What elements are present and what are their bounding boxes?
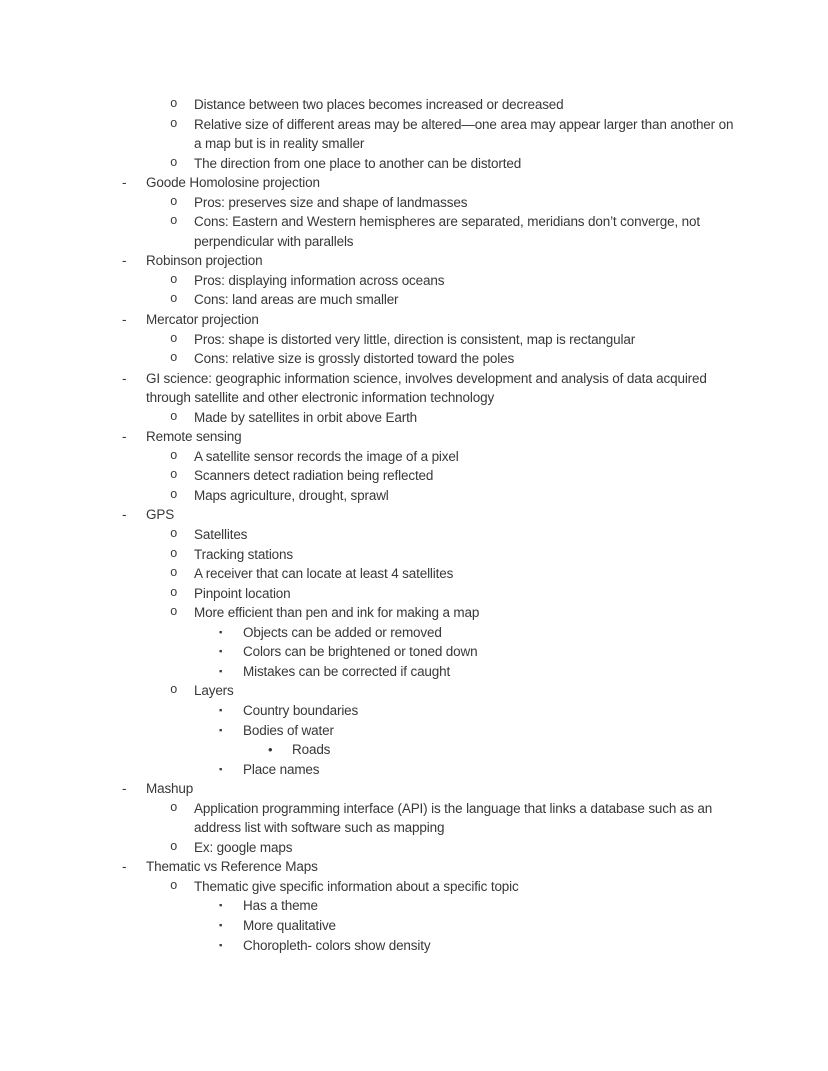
list-item-text: Mistakes can be corrected if caught: [243, 663, 451, 679]
bullet-level-1: -: [122, 175, 127, 191]
list-item: [0, 486, 742, 506]
list-item: [0, 701, 742, 721]
bullet-level-2: o: [170, 566, 178, 581]
list-item: [0, 799, 742, 838]
bullet-level-1: -: [122, 859, 127, 875]
list-item: [0, 408, 742, 428]
list-item: [0, 310, 742, 330]
bullet-level-2: o: [170, 194, 178, 209]
list-item: [0, 662, 742, 682]
list-item: [0, 349, 742, 369]
list-item: [0, 271, 742, 291]
list-item-text: Colors can be brightened or toned down: [243, 644, 478, 660]
list-item-text: A receiver that can locate at least 4 satellites: [194, 566, 454, 582]
bullet-level-2: o: [170, 351, 178, 366]
bullet-level-2: o: [170, 878, 178, 893]
bullet-level-3: ▪: [219, 919, 223, 931]
list-item-text: Tracking stations: [194, 546, 293, 562]
bullet-level-2: o: [170, 683, 178, 698]
bullet-level-2: o: [170, 448, 178, 463]
list-item-text: Satellites: [194, 527, 248, 543]
list-item-text: Distance between two places becomes increased or decreased: [194, 97, 564, 112]
list-item-text: Roads: [292, 742, 331, 758]
bullet-level-3: ▪: [219, 900, 223, 912]
list-item: [0, 681, 742, 701]
list-item-text: Remote sensing: [146, 429, 242, 445]
bullet-level-1: -: [122, 253, 127, 269]
list-item-text: Has a theme: [243, 898, 318, 914]
bullet-level-2: o: [170, 487, 178, 502]
list-item-text: GI science: geographic information science, involves development and analysis of data acquired through satellite and other electronic information technology: [146, 370, 707, 406]
list-item-text: Scanners detect radiation being reflected: [194, 468, 434, 484]
list-item: [0, 623, 742, 643]
bullet-level-3: ▪: [219, 704, 223, 716]
bullet-level-1: -: [122, 507, 127, 523]
bullet-level-2: o: [170, 546, 178, 561]
list-item: [0, 173, 742, 193]
list-item-text: GPS: [146, 507, 175, 523]
list-item-text: Mashup: [146, 781, 194, 797]
list-item: [0, 603, 742, 623]
bullet-level-2: o: [170, 155, 178, 170]
list-item: [0, 154, 742, 174]
list-item-text: Cons: Eastern and Western hemispheres are separated, meridians don’t converge, not perpendicular with parallels: [194, 214, 700, 249]
list-item: [0, 251, 742, 271]
list-item-text: Thematic vs Reference Maps: [146, 859, 318, 875]
bullet-level-4: •: [268, 742, 273, 758]
list-item: [0, 369, 742, 408]
bullet-level-3: ▪: [219, 724, 223, 736]
bullet-level-2: o: [170, 292, 178, 307]
list-item: [0, 545, 742, 565]
bullet-level-2: o: [170, 116, 178, 131]
list-item-text: A satellite sensor records the image of a pixel: [194, 448, 459, 464]
list-item: [0, 838, 742, 858]
list-item-text: Place names: [243, 761, 320, 777]
list-item-text: More qualitative: [243, 917, 336, 933]
bullet-level-1: -: [122, 781, 127, 797]
list-item: [0, 857, 742, 877]
bullet-level-2: o: [170, 468, 178, 483]
list-item: [0, 721, 742, 741]
list-item: [0, 505, 742, 525]
bullet-level-1: -: [122, 370, 127, 386]
list-item: [0, 290, 742, 310]
list-item: [0, 115, 742, 154]
list-item-text: More efficient than pen and ink for making a map: [194, 605, 480, 621]
list-item: [0, 760, 742, 780]
list-item: [0, 330, 742, 350]
bullet-level-2: o: [170, 97, 178, 111]
list-item: [0, 916, 742, 936]
bullet-level-2: o: [170, 527, 178, 542]
list-item: [0, 193, 742, 213]
bullet-level-3: ▪: [219, 646, 223, 658]
list-item-text: Cons: land areas are much smaller: [194, 292, 399, 308]
list-item-text: The direction from one place to another can be distorted: [194, 155, 522, 171]
bullet-level-2: o: [170, 331, 178, 346]
list-item: [0, 642, 742, 662]
bullet-level-1: -: [122, 312, 127, 328]
list-item-text: Goode Homolosine projection: [146, 175, 320, 191]
list-item: [0, 525, 742, 545]
list-item: [0, 564, 742, 584]
list-item: [0, 466, 742, 486]
list-item: [0, 877, 742, 897]
list-item: [0, 95, 742, 115]
bullet-level-1: -: [122, 429, 127, 445]
bullet-level-3: ▪: [219, 626, 223, 638]
bullet-level-3: ▪: [219, 763, 223, 775]
notes-list: [0, 95, 742, 955]
bullet-level-2: o: [170, 585, 178, 600]
list-item: [0, 447, 742, 467]
list-item-text: Relative size of different areas may be altered—one area may appear larger than another on a map but is in reality smaller: [194, 116, 734, 152]
bullet-level-2: o: [170, 839, 178, 854]
bullet-level-3: ▪: [219, 939, 223, 951]
list-item-text: Pros: displaying information across oceans: [194, 272, 445, 288]
list-item: [0, 779, 742, 799]
list-item-text: Bodies of water: [243, 722, 334, 738]
list-item: [0, 427, 742, 447]
list-item-text: Ex: google maps: [194, 839, 293, 855]
list-item-text: Pinpoint location: [194, 585, 291, 601]
list-item-text: Country boundaries: [243, 702, 359, 718]
list-item: [0, 212, 742, 251]
list-item: [0, 740, 742, 760]
list-item-text: Choropleth- colors show density: [243, 937, 431, 953]
list-item-text: Pros: shape is distorted very little, direction is consistent, map is rectangular: [194, 331, 636, 347]
bullet-level-2: o: [170, 409, 178, 424]
list-item-text: Thematic give specific information about a specific topic: [194, 878, 519, 894]
bullet-level-2: o: [170, 605, 178, 620]
bullet-level-2: o: [170, 800, 178, 815]
list-item-text: Objects can be added or removed: [243, 624, 442, 640]
list-item-text: Maps agriculture, drought, sprawl: [194, 487, 389, 503]
list-item-text: Layers: [194, 683, 234, 699]
list-item-text: Pros: preserves size and shape of landmasses: [194, 194, 468, 210]
list-item: [0, 584, 742, 604]
bullet-level-3: ▪: [219, 665, 223, 677]
list-item-text: Cons: relative size is grossly distorted toward the poles: [194, 351, 515, 367]
list-item: [0, 896, 742, 916]
list-item-text: Made by satellites in orbit above Earth: [194, 409, 418, 425]
list-item-text: Robinson projection: [146, 253, 263, 269]
bullet-level-2: o: [170, 272, 178, 287]
list-item: [0, 936, 742, 956]
list-item-text: Mercator projection: [146, 312, 259, 328]
bullet-level-2: o: [170, 214, 178, 229]
list-item-text: Application programming interface (API) is the language that links a database such as an address list with software such as mapping: [194, 800, 713, 836]
